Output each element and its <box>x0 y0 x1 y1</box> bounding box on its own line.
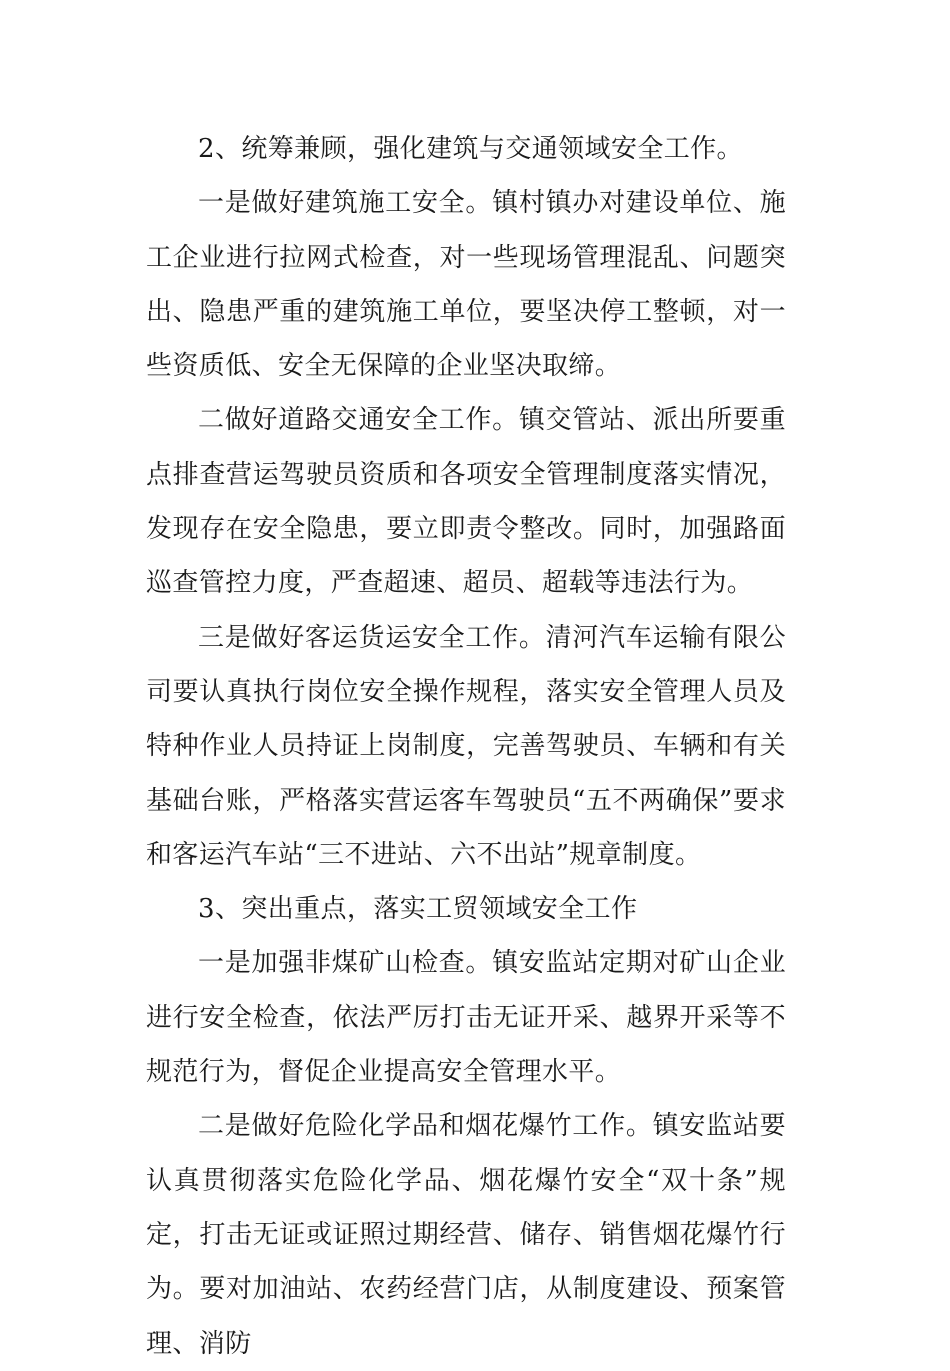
paragraph-passenger-freight-safety: 三是做好客运货运安全工作。清河汽车运输有限公司要认真执行岗位安全操作规程，落实安全管理人员及特种作业人员持证上岗制度，完善驾驶员、车辆和有关基础台账，严格落实营运客车驾驶员“五不两确保”要求和客运汽车站“三不进站、六不出站”规章制度。 <box>146 622 786 870</box>
paragraph-construction-safety: 一是做好建筑施工安全。镇村镇办对建设单位、施工企业进行拉网式检查，对一些现场管理混乱、问题突出、隐患严重的建筑施工单位，要坚决停工整顿，对一些资质低、安全无保障的企业坚决取缔。 <box>146 188 786 382</box>
section-heading-construction-traffic: 2、统筹兼顾，强化建筑与交通领域安全工作。 <box>198 134 743 164</box>
section-heading-industry-trade: 3、突出重点，落实工贸领域安全工作 <box>198 894 638 925</box>
document-body <box>146 122 786 1371</box>
paragraph-hazardous-chemicals-fireworks: 二是做好危险化学品和烟花爆竹工作。镇安监站要认真贯彻落实危险化学品、烟花爆竹安全“双十条”规定，打击无证或证照过期经营、储存、销售烟花爆竹行为。要对加油站、农药经营门店，从制度建设、预案管理、消防 <box>146 1111 786 1359</box>
paragraph-road-traffic-safety: 二做好道路交通安全工作。镇交管站、派出所要重点排查营运驾驶员资质和各项安全管理制度落实情况，发现存在安全隐患，要立即责令整改。同时，加强路面巡查管控力度，严查超速、超员、超载等违法行为。 <box>146 405 786 599</box>
paragraph-non-coal-mine-inspection: 一是加强非煤矿山检查。镇安监站定期对矿山企业进行安全检查，依法严厉打击无证开采、越界开采等不规范行为，督促企业提高安全管理水平。 <box>146 948 786 1088</box>
